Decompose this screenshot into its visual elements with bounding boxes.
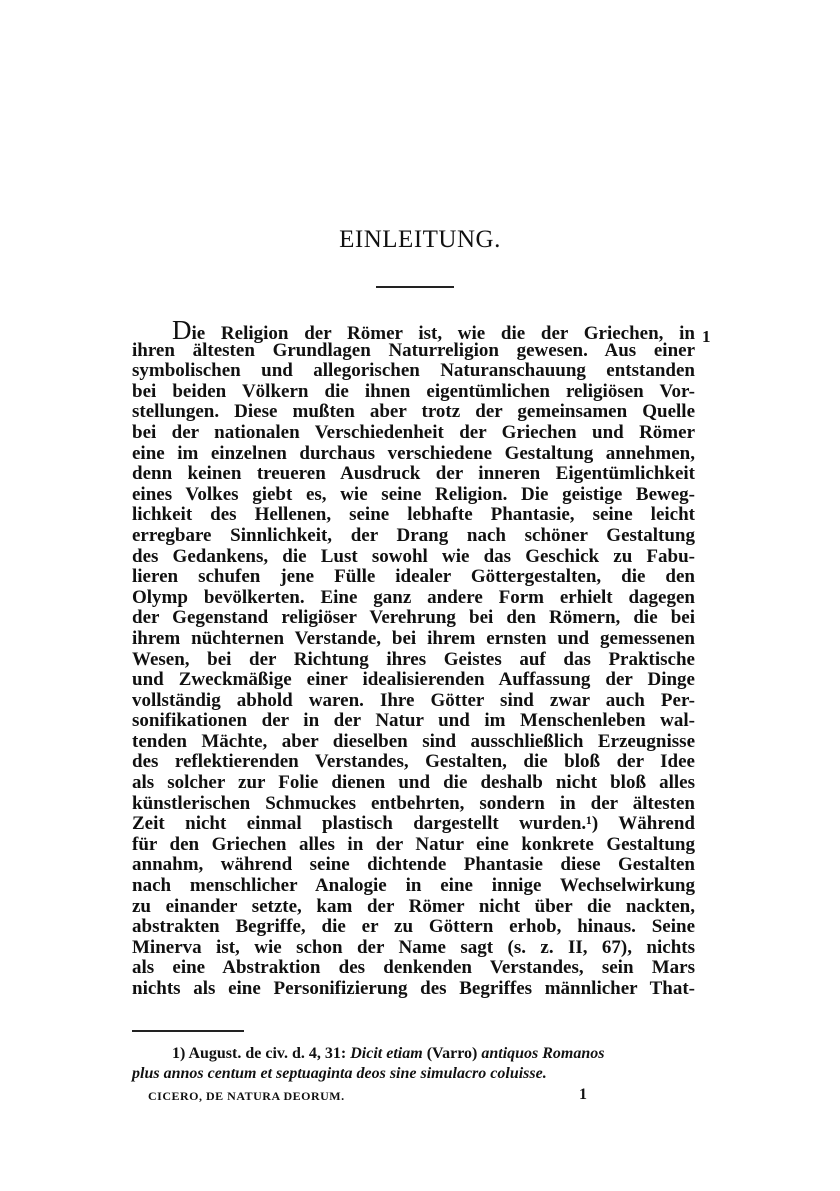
text-line: stellungen. Diese mußten aber trotz der gemeinsamen Quelle [132, 401, 695, 423]
text-line: tenden Mächte, aber dieselben sind ausschließlich Erzeugnisse [132, 730, 695, 752]
footnote-quote: antiquos Romanos [481, 1045, 605, 1062]
footnote-paren: (Varro) [426, 1045, 478, 1062]
text-line: des reflektierenden Verstandes, Gestalten, die bloß der Idee [132, 751, 695, 773]
text-line: als solcher zur Folie dienen und die deshalb nicht bloß alles [132, 772, 695, 794]
text-line: für den Griechen alles in der Natur eine konkrete Gestaltung [132, 833, 695, 855]
text-line: bei der nationalen Verschiedenheit der Griechen und Römer [132, 421, 695, 443]
text-line: eines Volkes giebt es, wie seine Religion. Die geistige Beweg- [132, 483, 695, 505]
footnote-quote: Dicit etiam [350, 1045, 423, 1062]
text-line: denn keinen treueren Ausdruck der inneren Eigentümlichkeit [132, 463, 695, 485]
text-line: bei beiden Völkern die ihnen eigentümlichen religiösen Vor- [132, 380, 695, 402]
text-line: des Gedankens, die Lust sowohl wie das Geschick zu Fabu- [132, 545, 695, 567]
text-line: Minerva ist, wie schon der Name sagt (s. z. II, 67), nichts [132, 936, 695, 958]
text-line: erregbare Sinnlichkeit, der Drang nach schöner Gestaltung [132, 524, 695, 546]
text-line: lichkeit des Hellenen, seine lebhafte Phantasie, seine leicht [132, 504, 695, 526]
text-line: lieren schufen jene Fülle idealer Göttergestalten, die den [132, 566, 695, 588]
title-divider [376, 286, 454, 288]
margin-section-number: 1 [702, 327, 711, 346]
text-line: sonifikationen der in der Natur und im Menschenleben wal- [132, 710, 695, 732]
footnote-line: plus annos centum et septuaginta deos sine simulacro coluisse. [132, 1065, 547, 1082]
text-line: nach menschlicher Analogie in eine innige Wechselwirkung [132, 875, 695, 897]
text-line: Wesen, bei der Richtung ihres Geistes auf das Praktische [132, 648, 695, 670]
text-line: annahm, während seine dichtende Phantasie diese Gestalten [132, 854, 695, 876]
text-line: Olymp bevölkerten. Eine ganz andere Form erhielt dagegen [132, 586, 695, 608]
footnote-reference: August. de civ. d. 4, 31: [188, 1045, 347, 1062]
text-line [132, 315, 695, 345]
text-line: abstrakten Begriffe, die er zu Göttern erhob, hinaus. Seine [132, 916, 695, 938]
footnote-divider [132, 1030, 244, 1032]
text-line: symbolischen und allegorischen Naturanschauung entstanden [132, 360, 695, 382]
text-line: zu einander setzte, kam der Römer nicht über die nackten, [132, 895, 695, 917]
text-line: ihrem nüchternen Verstande, bei ihrem ernsten und gemessenen [132, 627, 695, 649]
text-line: ihren ältesten Grundlagen Naturreligion gewesen. Aus einer [132, 339, 695, 361]
signature-mark: CICERO, DE NATURA DEORUM. [148, 1089, 345, 1103]
footnote-line [132, 1044, 695, 1064]
main-paragraph [132, 315, 695, 1000]
text-line: vollständig abhold waren. Ihre Götter sind zwar auch Per- [132, 689, 695, 711]
text-line: der Gegenstand religiöser Verehrung bei den Römern, die bei [132, 607, 695, 629]
footnote-marker: 1) [172, 1045, 186, 1062]
text-line: eine im einzelnen durchaus verschiedene Gestaltung annehmen, [132, 442, 695, 464]
text-line: und Zweckmäßige einer idealisierenden Auffassung der Dinge [132, 669, 695, 691]
text-line: Zeit nicht einmal plastisch dargestellt wurden.¹) Während [132, 813, 695, 835]
drop-letter: D [172, 315, 192, 345]
page-number: 1 [579, 1086, 587, 1103]
page-title: EINLEITUNG. [339, 226, 501, 253]
text-line: als eine Abstraktion des denkenden Verstandes, sein Mars [132, 957, 695, 979]
text-line: nichts als eine Personifizierung des Begriffes männlicher That- [132, 978, 695, 999]
text-line: künstlerischen Schmuckes entbehrten, sondern in der ältesten [132, 792, 695, 814]
line-text: ie Religion der Römer ist, wie die der Griechen, in [191, 323, 695, 344]
footnote [132, 1044, 695, 1084]
